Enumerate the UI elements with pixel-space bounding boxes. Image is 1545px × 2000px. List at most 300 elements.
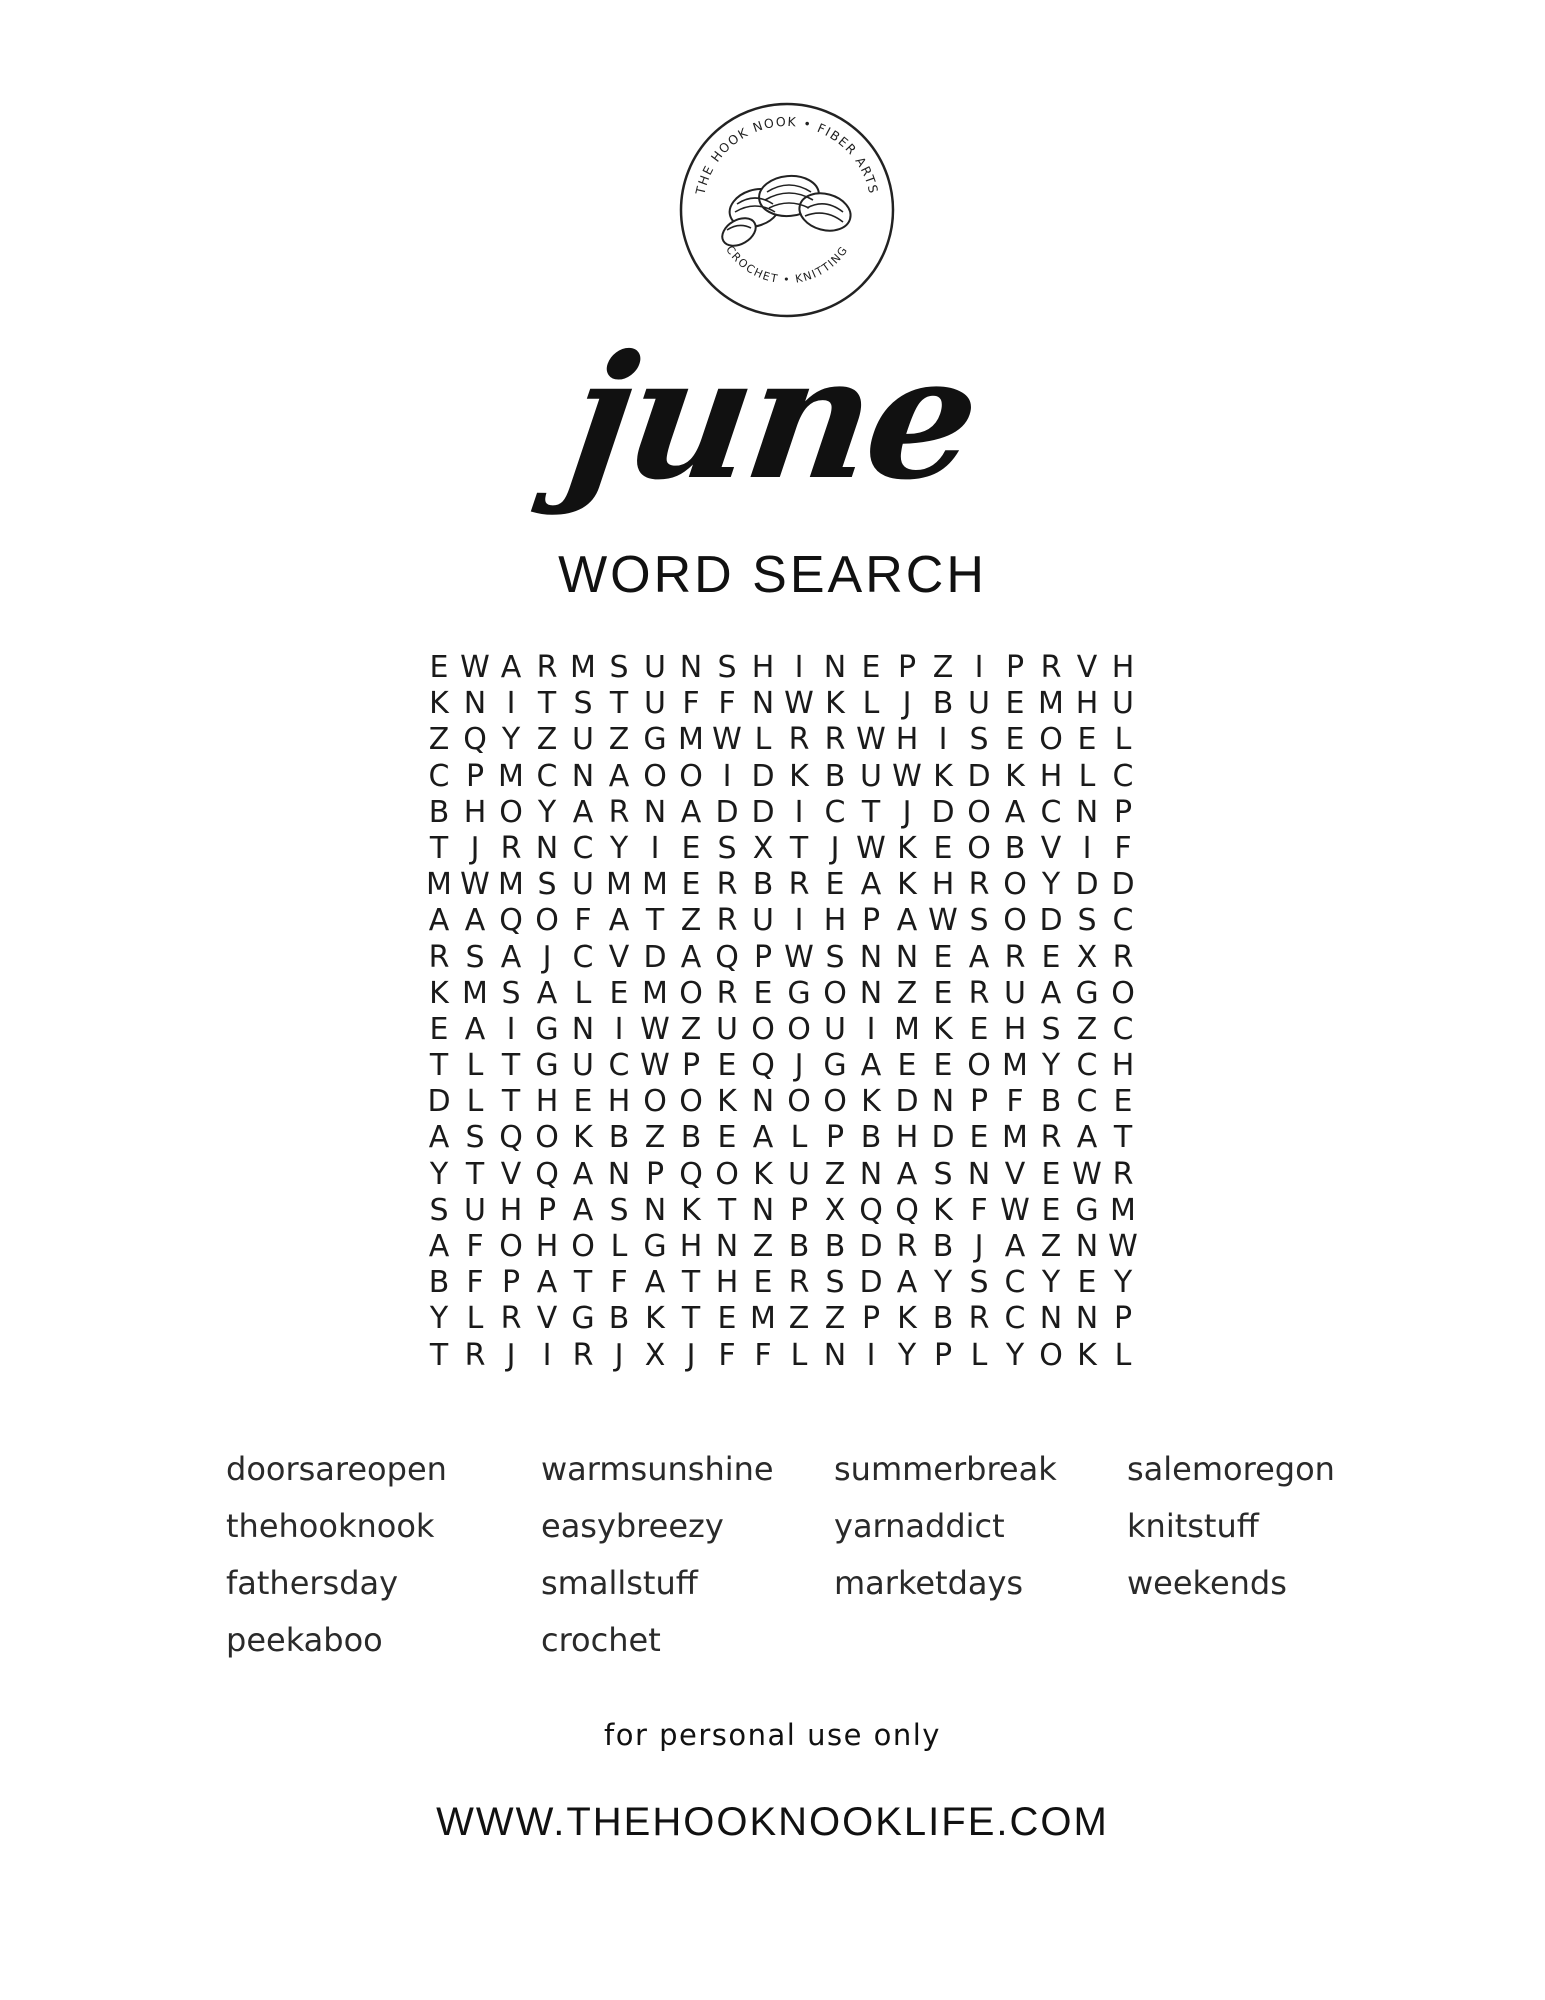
grid-letter: C (1076, 1048, 1098, 1084)
grid-letter: I (722, 758, 732, 794)
grid-letter: E (717, 1048, 737, 1084)
grid-letter: W (784, 939, 814, 975)
grid-letter: R (896, 1229, 918, 1264)
grid-letter: U (716, 1011, 738, 1047)
grid-letter: N (823, 1337, 847, 1373)
grid-letter: H (1111, 1048, 1135, 1084)
word-list-item: doorsareopen (226, 1450, 447, 1488)
grid-letter: V (1076, 650, 1098, 685)
grid-letter: A (644, 1265, 666, 1301)
grid-letter: Z (932, 650, 954, 685)
grid-letter: P (789, 1192, 809, 1228)
grid-letter: K (717, 1084, 737, 1120)
grid-letter: H (751, 650, 775, 685)
grid-letter: O (499, 1229, 523, 1264)
grid-letter: X (824, 1192, 846, 1228)
grid-row (421, 1157, 1141, 1193)
grid-letter: A (860, 867, 882, 903)
grid-letter: B (932, 686, 954, 722)
grid-letter: G (823, 1048, 847, 1084)
grid-letter: A (1004, 1229, 1026, 1264)
grid-letter: H (715, 1265, 739, 1301)
grid-letter: U (824, 1011, 846, 1047)
grid-letter: Z (680, 903, 702, 939)
grid-letter: U (644, 650, 666, 685)
grid-letter: R (968, 867, 990, 903)
grid-letter: D (1039, 903, 1063, 939)
grid-letter: Y (609, 830, 629, 866)
grid-letter: M (750, 1301, 776, 1337)
grid-letter: M (642, 975, 668, 1011)
grid-letter: A (464, 903, 486, 939)
grid-letter: E (1077, 1265, 1097, 1301)
grid-letter: J (686, 1337, 696, 1373)
grid-letter: M (1002, 1120, 1028, 1156)
grid-letter: T (465, 1156, 485, 1192)
grid-letter: T (717, 1192, 737, 1228)
grid-letter: X (752, 830, 774, 866)
grid-letter: S (501, 975, 521, 1011)
grid-letter: Z (824, 1301, 846, 1337)
grid-letter: O (751, 1011, 775, 1047)
grid-letter: S (573, 686, 593, 722)
grid-letter: N (1075, 794, 1099, 830)
grid-letter: O (967, 794, 991, 830)
grid-letter: R (788, 722, 810, 758)
grid-letter: E (717, 1301, 737, 1337)
grid-letter: B (608, 1120, 630, 1156)
grid-letter: P (933, 1337, 953, 1373)
grid-letter: T (501, 1084, 521, 1120)
grid-letter: L (970, 1337, 988, 1373)
grid-letter: A (1040, 975, 1062, 1011)
grid-letter: N (859, 975, 883, 1011)
word-list-item: yarnaddict (834, 1507, 1005, 1545)
grid-letter: E (1005, 722, 1025, 758)
grid-letter: J (614, 1337, 624, 1373)
word-list (226, 1450, 1376, 1678)
grid-letter: H (823, 903, 847, 939)
grid-letter: T (645, 903, 665, 939)
grid-letter: K (897, 867, 917, 903)
grid-letter: U (1004, 975, 1026, 1011)
grid-letter: R (968, 1301, 990, 1337)
grid-letter: J (974, 1229, 984, 1264)
grid-letter: T (573, 1265, 593, 1301)
grid-letter: F (466, 1229, 484, 1264)
grid-letter: U (572, 1048, 594, 1084)
word-list-item: peekaboo (226, 1621, 383, 1659)
grid-letter: N (1039, 1301, 1063, 1337)
word-list-item: crochet (541, 1621, 661, 1659)
grid-letter: E (1041, 1192, 1061, 1228)
grid-letter: W (856, 830, 886, 866)
grid-letter: P (1113, 794, 1133, 830)
grid-letter: R (968, 975, 990, 1011)
grid-letter: G (535, 1048, 559, 1084)
grid-letter: Z (608, 722, 630, 758)
grid-letter: I (794, 650, 804, 685)
grid-letter: M (1038, 686, 1064, 722)
grid-letter: F (718, 1337, 736, 1373)
grid-letter: E (429, 650, 449, 685)
grid-letter: M (1110, 1192, 1136, 1228)
grid-letter: W (1000, 1192, 1030, 1228)
grid-letter: D (1075, 867, 1099, 903)
grid-letter: D (859, 1265, 883, 1301)
grid-letter: J (794, 1048, 804, 1084)
grid-letter: L (466, 1301, 484, 1337)
grid-letter: A (896, 903, 918, 939)
grid-letter: C (536, 758, 558, 794)
grid-letter: E (753, 975, 773, 1011)
grid-letter: D (895, 1084, 919, 1120)
grid-letter: M (642, 867, 668, 903)
grid-letter: U (788, 1156, 810, 1192)
grid-letter: D (715, 794, 739, 830)
grid-letter: Y (1041, 1048, 1061, 1084)
grid-letter: W (856, 722, 886, 758)
grid-letter: E (897, 1048, 917, 1084)
grid-letter: Z (752, 1229, 774, 1264)
grid-letter: O (535, 903, 559, 939)
grid-letter: Y (501, 722, 521, 758)
grid-letter: E (1041, 1156, 1061, 1192)
grid-letter: A (752, 1120, 774, 1156)
grid-letter: H (679, 1229, 703, 1264)
word-list-item: easybreezy (541, 1507, 724, 1545)
grid-letter: G (787, 975, 811, 1011)
grid-letter: B (608, 1301, 630, 1337)
grid-letter: O (679, 758, 703, 794)
grid-letter: N (895, 939, 919, 975)
page-subtitle: WORD SEARCH (558, 546, 987, 604)
grid-letter: Y (1041, 867, 1061, 903)
grid-letter: P (1113, 1301, 1133, 1337)
grid-letter: Y (933, 1265, 953, 1301)
grid-letter: V (1004, 1156, 1026, 1192)
grid-letter: X (1076, 939, 1098, 975)
grid-letter: N (751, 1192, 775, 1228)
grid-letter: H (535, 1084, 559, 1120)
word-list-item: summerbreak (834, 1450, 1057, 1488)
grid-letter: U (644, 686, 666, 722)
grid-letter: Q (751, 1048, 775, 1084)
grid-letter: L (862, 686, 880, 722)
grid-letter: E (681, 830, 701, 866)
grid-letter: F (1006, 1084, 1024, 1120)
grid-letter: N (679, 650, 703, 685)
grid-letter: R (500, 1301, 522, 1337)
grid-letter: Q (679, 1156, 703, 1192)
grid-letter: S (1077, 903, 1097, 939)
grid-letter: H (607, 1084, 631, 1120)
grid-letter: D (751, 794, 775, 830)
grid-letter: H (931, 867, 955, 903)
grid-letter: L (790, 1337, 808, 1373)
grid-letter: C (1112, 903, 1134, 939)
grid-letter: M (894, 1011, 920, 1047)
grid-letter: R (1040, 1120, 1062, 1156)
grid-letter: E (429, 1011, 449, 1047)
grid-letter: D (427, 1084, 451, 1120)
grid-letter: J (902, 794, 912, 830)
grid-row (421, 903, 1141, 939)
grid-letter: R (716, 867, 738, 903)
grid-letter: Y (429, 1156, 449, 1192)
word-list-item: marketdays (834, 1564, 1024, 1602)
grid-letter: B (1040, 1084, 1062, 1120)
grid-letter: K (897, 1301, 917, 1337)
grid-letter: G (643, 1229, 667, 1264)
grid-row (421, 722, 1141, 758)
grid-letter: P (753, 939, 773, 975)
grid-letter: K (429, 686, 449, 722)
grid-row (421, 1012, 1141, 1048)
grid-letter: A (500, 650, 522, 685)
grid-letter: M (498, 867, 524, 903)
grid-row (421, 976, 1141, 1012)
grid-letter: T (429, 1337, 449, 1373)
grid-letter: R (464, 1337, 486, 1373)
grid-letter: N (535, 830, 559, 866)
logo-badge (677, 100, 897, 320)
grid-letter: A (896, 1265, 918, 1301)
grid-letter: A (680, 794, 702, 830)
grid-letter: A (428, 1120, 450, 1156)
grid-letter: T (1113, 1120, 1133, 1156)
grid-letter: K (681, 1192, 701, 1228)
grid-letter: K (1077, 1337, 1097, 1373)
grid-letter: N (967, 1156, 991, 1192)
grid-letter: N (715, 1229, 739, 1264)
grid-letter: H (1075, 686, 1099, 722)
grid-letter: E (753, 1265, 773, 1301)
grid-letter: S (717, 830, 737, 866)
grid-row (421, 1084, 1141, 1120)
grid-letter: O (1003, 903, 1027, 939)
grid-letter: D (751, 758, 775, 794)
grid-letter: C (428, 758, 450, 794)
grid-letter: Q (499, 903, 523, 939)
grid-letter: S (969, 1265, 989, 1301)
grid-letter: Q (895, 1192, 919, 1228)
grid-row (421, 1301, 1141, 1337)
grid-letter: H (1111, 650, 1135, 685)
website-url: WWW.THEHOOKNOOKLIFE.COM (436, 1800, 1109, 1844)
grid-letter: A (428, 903, 450, 939)
grid-letter: M (498, 758, 524, 794)
grid-letter: K (933, 1011, 953, 1047)
grid-letter: O (571, 1229, 595, 1264)
grid-letter: Q (859, 1192, 883, 1228)
grid-letter: N (643, 1192, 667, 1228)
grid-letter: E (933, 1048, 953, 1084)
grid-letter: C (1040, 794, 1062, 830)
grid-letter: E (609, 975, 629, 1011)
grid-row (421, 867, 1141, 903)
grid-letter: S (717, 650, 737, 685)
grid-letter: L (574, 975, 592, 1011)
grid-letter: L (466, 1084, 484, 1120)
grid-letter: G (535, 1011, 559, 1047)
grid-letter: G (1075, 975, 1099, 1011)
grid-letter: K (1005, 758, 1025, 794)
grid-letter: C (1112, 758, 1134, 794)
grid-letter: N (463, 686, 487, 722)
grid-letter: Z (644, 1120, 666, 1156)
grid-letter: O (679, 975, 703, 1011)
grid-letter: F (1114, 830, 1132, 866)
grid-letter: N (823, 650, 847, 685)
grid-letter: M (462, 975, 488, 1011)
grid-letter: Y (897, 1337, 917, 1373)
grid-letter: N (751, 1084, 775, 1120)
grid-letter: P (645, 1156, 665, 1192)
grid-letter: E (969, 1120, 989, 1156)
grid-letter: I (1082, 830, 1092, 866)
grid-letter: A (608, 903, 630, 939)
grid-letter: Y (1113, 1265, 1133, 1301)
grid-letter: M (570, 650, 596, 685)
grid-letter: U (968, 686, 990, 722)
grid-letter: W (460, 650, 490, 685)
grid-letter: S (609, 650, 629, 685)
grid-letter: Y (1041, 1265, 1061, 1301)
grid-letter: R (788, 867, 810, 903)
grid-letter: S (537, 867, 557, 903)
grid-letter: Q (535, 1156, 559, 1192)
grid-letter: N (571, 758, 595, 794)
grid-letter: R (428, 939, 450, 975)
grid-letter: B (788, 1229, 810, 1264)
grid-letter: U (752, 903, 774, 939)
grid-letter: K (429, 975, 449, 1011)
grid-letter: W (640, 1011, 670, 1047)
grid-letter: T (537, 686, 557, 722)
grid-letter: A (968, 939, 990, 975)
word-list-item: fathersday (226, 1564, 399, 1602)
grid-letter: C (824, 794, 846, 830)
grid-letter: E (1113, 1084, 1133, 1120)
grid-letter: F (610, 1265, 628, 1301)
grid-letter: T (429, 830, 449, 866)
svg-text:CROCHET • KNITTING (723, 243, 851, 286)
grid-letter: D (931, 794, 955, 830)
grid-letter: G (571, 1301, 595, 1337)
grid-letter: C (572, 939, 594, 975)
grid-letter: F (970, 1192, 988, 1228)
grid-letter: S (465, 939, 485, 975)
grid-letter: C (1112, 1011, 1134, 1047)
grid-letter: E (933, 975, 953, 1011)
grid-letter: F (466, 1265, 484, 1301)
grid-letter: U (464, 1192, 486, 1228)
grid-letter: Z (680, 1011, 702, 1047)
grid-letter: I (506, 686, 516, 722)
grid-letter: B (860, 1120, 882, 1156)
grid-letter: R (788, 1265, 810, 1301)
grid-letter: M (426, 867, 452, 903)
grid-letter: Z (824, 1156, 846, 1192)
grid-letter: I (866, 1011, 876, 1047)
grid-letter: T (429, 1048, 449, 1084)
grid-letter: E (573, 1084, 593, 1120)
grid-letter: E (825, 867, 845, 903)
grid-letter: V (536, 1301, 558, 1337)
grid-letter: E (933, 939, 953, 975)
grid-letter: J (542, 939, 552, 975)
grid-letter: C (1076, 1084, 1098, 1120)
grid-letter: O (535, 1120, 559, 1156)
grid-row (421, 759, 1141, 795)
grid-letter: M (1002, 1048, 1028, 1084)
grid-row (421, 940, 1141, 976)
grid-letter: W (928, 903, 958, 939)
grid-letter: W (1072, 1156, 1102, 1192)
grid-letter: Y (1005, 1337, 1025, 1373)
grid-letter: E (861, 650, 881, 685)
grid-letter: J (902, 686, 912, 722)
grid-letter: L (466, 1048, 484, 1084)
grid-letter: I (506, 1011, 516, 1047)
grid-letter: A (464, 1011, 486, 1047)
grid-letter: Z (788, 1301, 810, 1337)
grid-letter: B (428, 794, 450, 830)
word-list-item: knitstuff (1127, 1507, 1259, 1545)
grid-letter: K (933, 1192, 953, 1228)
grid-letter: E (1077, 722, 1097, 758)
grid-letter: E (969, 1011, 989, 1047)
letter-grid (421, 650, 1141, 1374)
grid-letter: D (643, 939, 667, 975)
grid-letter: N (859, 1156, 883, 1192)
grid-letter: P (969, 1084, 989, 1120)
grid-letter: D (1111, 867, 1135, 903)
grid-letter: L (1114, 1337, 1132, 1373)
grid-letter: J (830, 830, 840, 866)
grid-letter: I (794, 903, 804, 939)
grid-letter: B (752, 867, 774, 903)
grid-letter: S (969, 722, 989, 758)
grid-letter: R (1112, 939, 1134, 975)
usage-note: for personal use only (604, 1718, 941, 1752)
word-list-item: smallstuff (541, 1564, 698, 1602)
grid-letter: K (825, 686, 845, 722)
grid-letter: X (644, 1337, 666, 1373)
grid-letter: T (609, 686, 629, 722)
grid-letter: O (499, 794, 523, 830)
grid-row (421, 686, 1141, 722)
grid-row (421, 795, 1141, 831)
word-list-item: thehooknook (226, 1507, 435, 1545)
grid-letter: A (500, 939, 522, 975)
grid-letter: N (643, 794, 667, 830)
grid-letter: P (861, 1301, 881, 1337)
grid-letter: I (974, 650, 984, 685)
grid-letter: O (643, 758, 667, 794)
grid-letter: R (608, 794, 630, 830)
grid-letter: Y (429, 1301, 449, 1337)
grid-letter: T (501, 1048, 521, 1084)
grid-letter: F (754, 1337, 772, 1373)
grid-letter: R (1040, 650, 1062, 685)
grid-letter: R (716, 903, 738, 939)
grid-letter: N (1075, 1301, 1099, 1337)
grid-letter: H (1003, 1011, 1027, 1047)
grid-letter: B (680, 1120, 702, 1156)
grid-letter: K (573, 1120, 593, 1156)
